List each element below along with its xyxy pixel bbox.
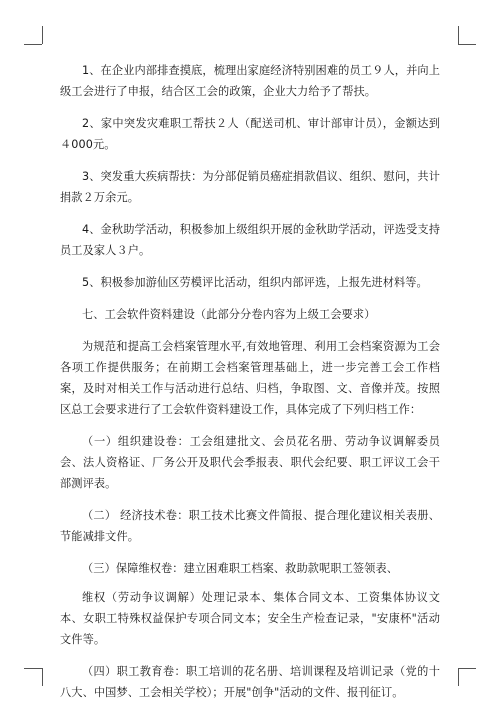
paragraph-1: 1、在企业内部排查摸底，梳理出家庭经济特别困难的员工９人，并向上级工会进行了申报，结合区工会的政策，企业大力给予了帮扶。 [60, 64, 440, 98]
crop-mark-bottom-right-v [458, 668, 459, 686]
crop-mark-bottom-left-h [24, 668, 42, 669]
crop-mark-bottom-left-v [42, 668, 43, 686]
crop-mark-top-left-h [24, 44, 42, 45]
paragraph-9: （二） 经济技术卷：职工技术比赛文件简报、提合理化建议相关表册、节能减排文件。 [60, 509, 440, 543]
paragraph-2: 2、家中突发灾难职工帮扶２人（配送司机、审计部审计员），金额达到４000元。 [60, 117, 440, 151]
paragraph-4: 4、金秋助学活动，积极参加上级组织开展的金秋助学活动，评选受支持员工及家人３户。 [60, 223, 440, 257]
paragraph-10: （三）保障维权卷：建立困难职工档案、救助款呢职工签领表、 [82, 562, 399, 575]
document-body [60, 60, 440, 714]
paragraph-7: 为规范和提高工会档案管理水平,有效地管理、利用工会档案资源为工会各项工作提供服务；在前期工会档案管理基础上，进一步完善工会工作档案，及时对相关工作与活动进行总结、归档，争取图、文、音像并茂。按照区总工会要求进行了工会软件资料建设工作，具体完成了下列归档工作： [60, 340, 440, 416]
crop-mark-top-right-h [458, 44, 476, 45]
paragraph-5: 5、积极参加游仙区劳模评比活动，组织内部评选，上报先进材料等。 [82, 276, 428, 289]
crop-mark-top-left-v [42, 26, 43, 44]
paragraph-11: 维权（劳动争议调解）处理记录本、集体合同文本、工资集体协议文本、女职工特殊权益保护专项合同文本；安全生产检查记录，"安康杯"活动文件等。 [60, 591, 440, 646]
section-heading: 七、工会软件资料建设（此部分分卷内容为上级工会要求） [82, 308, 376, 321]
paragraph-8: （一）组织建设卷：工会组建批文、会员花名册、劳动争议调解委员会、法人资格证、厂务公开及职代会季报表、职代会纪要、职工评议工会干部测评表。 [60, 435, 440, 490]
paragraph-3: 3、突发重大疾病帮扶：为分部促销员癌症捐款倡议、组织、慰问，共计捐款２万余元。 [60, 170, 440, 204]
crop-mark-bottom-right-h [458, 668, 476, 669]
crop-mark-top-right-v [458, 26, 459, 44]
paragraph-12: （四）职工教育卷：职工培训的花名册、培训课程及培训记录（党的十八大、中国梦、工会相关学校）；开展"创争"活动的文件、报刊征订。 [60, 665, 440, 699]
